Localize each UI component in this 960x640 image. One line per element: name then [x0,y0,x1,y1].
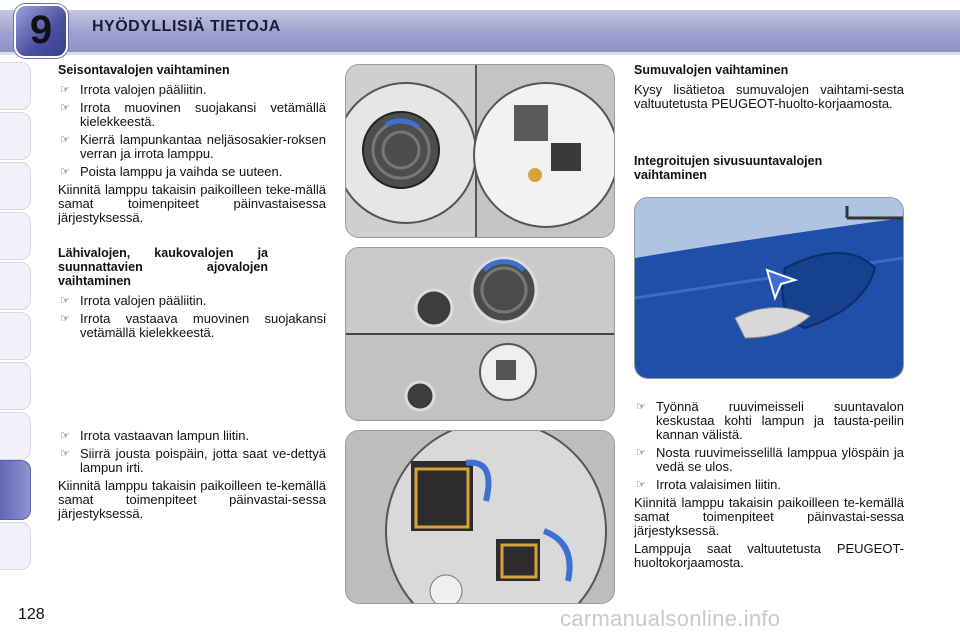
beams-step [58,312,326,340]
parking-step-text: Poista lamppu ja vaihda se uuteen. [80,164,283,179]
parking-light-photo [345,64,615,238]
chapter-tab-4[interactable] [0,212,31,260]
beams-section [58,246,326,344]
parking-step-text: Irrota muovinen suojakansi vetämällä kielekkeestä. [80,100,326,129]
parking-step [58,133,326,161]
mirror-illustration [635,198,903,378]
side-light-step-text: Nosta ruuvimeisselillä lamppua ylöspäin ja vedä se ulos. [656,445,904,474]
beams-step [58,294,326,308]
mirror-photo [634,197,904,379]
side-light-step-text: Työnnä ruuvimeisseli suuntavalon keskustaa kohti lampun ja tausta-peilin kannan välistä. [656,399,904,442]
side-light-heading-block [634,154,884,188]
parking-light-illustration [346,65,614,237]
left-column [58,63,326,229]
beams-illustration [346,248,614,420]
lamp-step-text: Siirrä jousta poispäin, jotta saat ve-dettyä lampun irti. [80,446,326,475]
chapter-tab-8[interactable] [0,412,31,460]
lamp-step [58,447,326,475]
parking-step-text: Kierrä lampunkantaa neljäsosakier-roksen verran ja irrota lamppu. [80,132,326,161]
chapter-tab-9[interactable] [0,460,31,520]
beams-step-text: Irrota valojen pääliitin. [80,293,207,308]
pointing-hand-icon: ☞ [636,401,646,413]
lamp-photo [345,430,615,604]
parking-step-text: Irrota valojen pääliitin. [80,82,207,97]
side-light-step [634,446,904,474]
lamp-section [58,429,326,525]
chapter-number: 9 [29,8,53,52]
fog-heading: Sumuvalojen vaihtaminen [634,63,789,77]
parking-step [58,101,326,129]
side-light-step [634,400,904,442]
pointing-hand-icon: ☞ [60,430,70,442]
watermark: carmanualsonline.info [560,606,781,631]
beams-heading: Lähivalojen, kaukovalojen ja suunnattavien ajovalojen vaihtaminen [58,246,268,288]
side-light-note: Kiinnitä lamppu takaisin paikoilleen te-kemällä samat toimenpiteet päinvastai-sessa järjestyksessä. [634,495,904,538]
parking-heading: Seisontavalojen vaihtaminen [58,63,230,77]
page-title: HYÖDYLLISIÄ TIETOJA [92,18,281,35]
pointing-hand-icon: ☞ [636,447,646,459]
chapter-tab-3[interactable] [0,162,31,210]
side-light-heading: Integroitujen sivusuuntavalojen vaihtaminen [634,154,823,182]
chapter-tab-5[interactable] [0,262,31,310]
pointing-hand-icon: ☞ [60,166,70,178]
side-light-step-text: Irrota valaisimen liitin. [656,477,781,492]
parking-step [58,83,326,97]
lamp-step [58,429,326,443]
chapter-tab-6[interactable] [0,312,31,360]
chapter-badge [14,4,68,58]
fog-text: Kysy lisätietoa sumuvalojen vaihtami-sesta valtuutetusta PEUGEOT-huolto-korjaamosta. [634,82,904,111]
pointing-hand-icon: ☞ [60,313,70,325]
pointing-hand-icon: ☞ [636,479,646,491]
side-light-step [634,478,904,492]
fog-section [634,63,904,115]
beams-photo [345,247,615,421]
pointing-hand-icon: ☞ [60,295,70,307]
beams-step-text: Irrota vastaava muovinen suojakansi vetämällä kielekkeestä. [80,311,326,340]
lamp-note: Kiinnitä lamppu takaisin paikoilleen te-kemällä samat toimenpiteet päinvastai-sessa järjestyksessä. [58,478,326,521]
pointing-hand-icon: ☞ [60,102,70,114]
parking-step [58,165,326,179]
lamp-step-text: Irrota vastaavan lampun liitin. [80,428,250,443]
pointing-hand-icon: ☞ [60,84,70,96]
page-number: 128 [18,606,45,623]
chapter-tab-7[interactable] [0,362,31,410]
side-light-section [634,400,904,574]
chapter-tab-1[interactable] [0,62,31,110]
pointing-hand-icon: ☞ [60,134,70,146]
parking-note: Kiinnitä lamppu takaisin paikoilleen teke-mällä samat toimenpiteet päinvastaisessa järjestyksessä. [58,182,326,225]
chapter-tab-2[interactable] [0,112,31,160]
pointing-hand-icon: ☞ [60,448,70,460]
side-light-note-2: Lamppuja saat valtuutetusta PEUGEOT-huoltokorjaamosta. [634,541,904,570]
chapter-tab-10[interactable] [0,522,31,570]
lamp-illustration [346,431,614,603]
